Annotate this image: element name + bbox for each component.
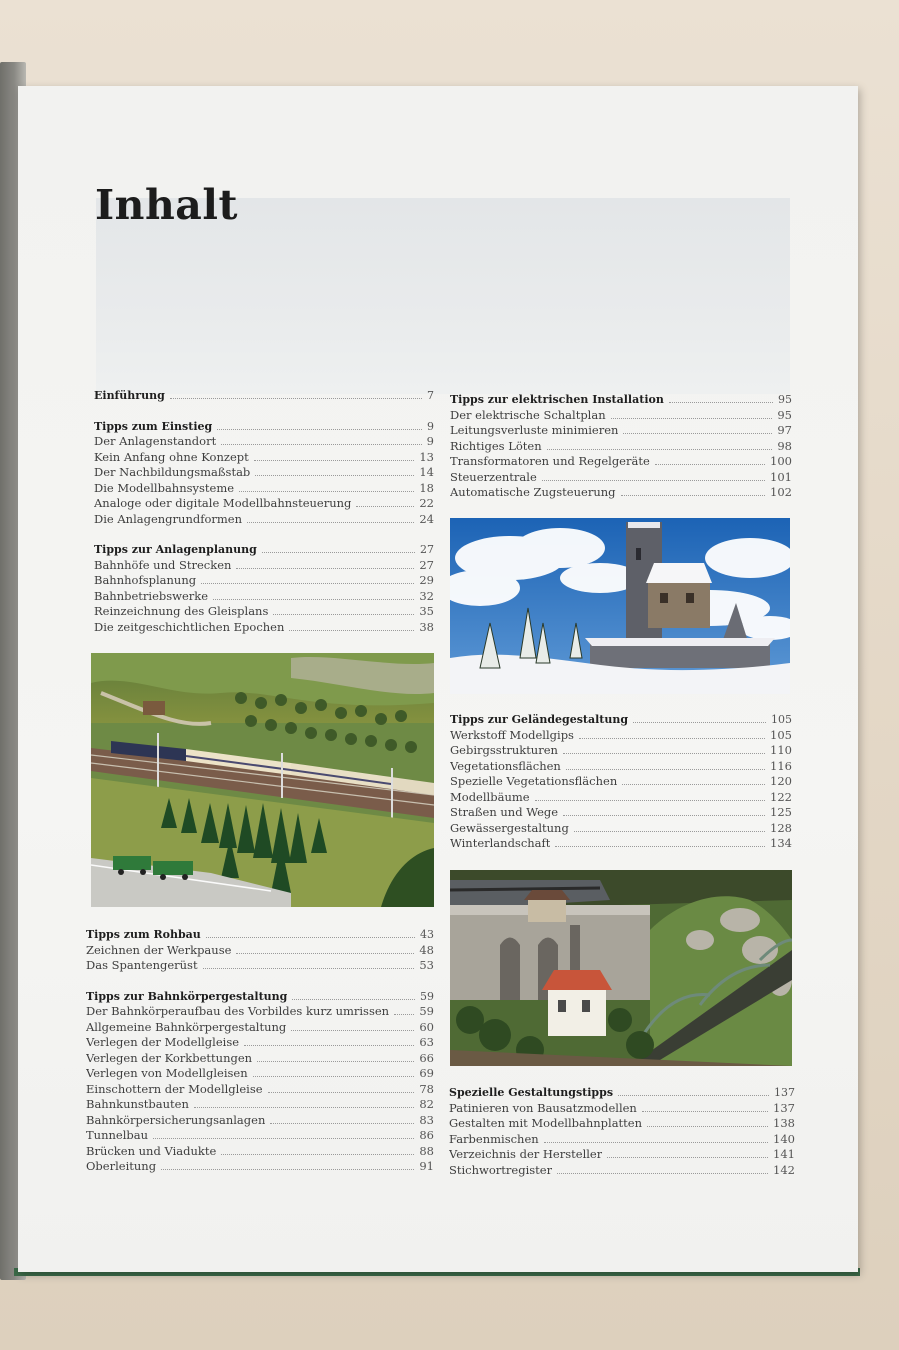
toc-leader-dots — [236, 558, 414, 569]
toc-entry — [94, 620, 434, 636]
toc-entry — [86, 1051, 434, 1067]
toc-entry — [450, 423, 792, 439]
toc-entry-label: Gebirgsstrukturen — [450, 743, 558, 757]
toc-entry-label: Steuerzentrale — [450, 469, 537, 484]
toc-entry-label: Einschottern der Modellgleise — [86, 1081, 263, 1096]
toc-page-number: 82 — [419, 1097, 434, 1111]
toc-page-number: 35 — [419, 604, 434, 618]
toc-leader-dots — [153, 1128, 414, 1139]
toc-entry-label: Verlegen der Korkbettungen — [86, 1050, 253, 1065]
toc-entry — [94, 496, 434, 512]
toc-section-title: Spezielle Gestaltungstipps — [449, 1086, 614, 1099]
toc-entry — [94, 604, 434, 620]
toc-entry-label: Bahnkunstbauten — [86, 1097, 189, 1111]
toc-page-number: 69 — [419, 1066, 434, 1080]
toc-entry — [450, 821, 792, 837]
toc-page-number: 22 — [419, 496, 434, 510]
toc-leader-dots — [618, 1085, 769, 1096]
toc-entry — [94, 589, 434, 605]
toc-entry — [450, 408, 792, 424]
toc-entry-label: Der Bahnkörperaufbau des Vorbildes kurz umrissen — [86, 1004, 390, 1018]
toc-page-number: 128 — [770, 820, 792, 835]
toc-page-number: 24 — [419, 511, 434, 526]
toc-page-number: 125 — [770, 805, 792, 819]
toc-leader-dots — [563, 743, 765, 754]
toc-leader-dots — [611, 408, 773, 419]
toc-entry — [449, 1132, 795, 1148]
toc-entry-label: Bahnkörpersicherungsanlagen — [86, 1112, 266, 1127]
toc-entry-label: Brücken und Viadukte — [86, 1143, 217, 1158]
toc-page-number: 7 — [427, 389, 434, 402]
toc-leader-dots — [607, 1147, 768, 1158]
toc-entry-label: Oberleitung — [86, 1159, 157, 1173]
toc-leader-dots — [161, 1159, 414, 1170]
toc-entry — [450, 774, 792, 790]
toc-entry-label: Werkstoff Modellgips — [450, 727, 574, 742]
toc-page-number: 27 — [419, 557, 434, 572]
toc-leader-dots — [557, 1163, 768, 1174]
toc-leader-dots — [221, 434, 421, 445]
toc-leader-dots — [544, 1132, 768, 1143]
toc-entry-label: Transformatoren und Regelgeräte — [450, 454, 650, 468]
toc-entry — [86, 1097, 434, 1113]
toc-entry — [86, 1082, 434, 1098]
toc-leader-dots — [206, 927, 415, 938]
toc-entry-label: Vegetationsflächen — [450, 758, 561, 773]
toc-entry-label: Verzeichnis der Hersteller — [449, 1147, 603, 1161]
toc-entry-label: Die Anlagengrundformen — [94, 511, 243, 526]
toc-entry-label: Zeichnen der Werkpause — [86, 942, 232, 957]
toc-leader-dots — [289, 620, 414, 631]
toc-entry — [86, 1020, 434, 1036]
toc-entry-label: Stichwortregister — [449, 1162, 553, 1177]
toc-entry — [450, 759, 792, 775]
toc-leader-dots — [270, 1113, 414, 1124]
toc-section — [94, 388, 434, 404]
toc-leader-dots — [273, 604, 414, 615]
toc-page-number: 120 — [770, 774, 792, 788]
toc-entry-label: Patinieren von Bausatzmodellen — [449, 1100, 637, 1115]
toc-left-top — [94, 388, 434, 650]
toc-page-number: 27 — [420, 543, 434, 556]
toc-page-number: 91 — [419, 1159, 434, 1173]
toc-leader-dots — [633, 712, 766, 723]
toc-section-title: Tipps zur Geländegestaltung — [450, 713, 629, 726]
toc-entry-label: Spezielle Vegetationsflächen — [450, 774, 618, 788]
toc-leader-dots — [291, 1020, 414, 1031]
toc-entry-label: Verlegen von Modellgleisen — [86, 1066, 248, 1080]
toc-section-heading — [86, 927, 434, 943]
toc-leader-dots — [194, 1097, 414, 1108]
toc-leader-dots — [253, 1066, 415, 1077]
toc-entry-label: Der elektrische Schaltplan — [450, 407, 606, 422]
toc-entry-label: Analoge oder digitale Modellbahnsteuerung — [94, 496, 352, 510]
toc-entry-label: Bahnbetriebswerke — [94, 588, 209, 603]
toc-page-number: 18 — [419, 480, 434, 495]
toc-section — [94, 419, 434, 528]
toc-page-number: 83 — [419, 1112, 434, 1127]
toc-leader-dots — [292, 989, 415, 1000]
toc-leader-dots — [239, 481, 414, 492]
toc-entry-label: Reinzeichnung des Gleisplans — [94, 604, 269, 618]
toc-leader-dots — [669, 392, 773, 403]
toc-page-number: 97 — [777, 423, 792, 437]
toc-page-number: 110 — [770, 743, 792, 757]
toc-leader-dots — [621, 485, 766, 496]
toc-section-heading — [449, 1085, 795, 1101]
toc-leader-dots — [394, 1004, 414, 1015]
photo-winter-castle — [450, 518, 790, 694]
toc-entry-label: Gestalten mit Modellbahnplatten — [449, 1116, 643, 1130]
toc-section-title: Tipps zur elektrischen Installation — [450, 393, 664, 406]
toc-entry-label: Winterlandschaft — [450, 836, 551, 850]
toc-page-number: 9 — [427, 419, 434, 433]
toc-entry-label: Richtiges Löten — [450, 438, 542, 453]
toc-section-heading — [450, 392, 792, 408]
toc-section — [450, 712, 792, 852]
toc-page-number: 59 — [420, 989, 434, 1003]
toc-section-heading — [94, 419, 434, 435]
toc-leader-dots — [244, 1035, 414, 1046]
toc-entry-label: Modellbäume — [450, 789, 530, 804]
toc-page-number: 86 — [419, 1128, 434, 1142]
toc-page-number: 105 — [770, 727, 792, 742]
toc-section — [450, 392, 792, 501]
toc-entry — [450, 836, 792, 852]
toc-section-title: Tipps zum Rohbau — [86, 928, 201, 941]
toc-entry — [86, 958, 434, 974]
toc-section-heading — [450, 712, 792, 728]
toc-page-number: 105 — [771, 713, 792, 726]
toc-leader-dots — [262, 542, 415, 553]
toc-leader-dots — [563, 805, 765, 816]
toc-section-title: Tipps zur Bahnkörpergestaltung — [86, 989, 288, 1003]
toc-entry — [449, 1101, 795, 1117]
book-page — [18, 86, 858, 1272]
toc-entry-label: Verlegen der Modellgleise — [86, 1035, 240, 1049]
toc-leader-dots — [642, 1101, 768, 1112]
toc-entry-label: Bahnhofsplanung — [94, 573, 197, 587]
toc-entry-label: Die Modellbahnsysteme — [94, 480, 235, 495]
toc-leader-dots — [542, 470, 765, 481]
toc-entry-label: Automatische Zugsteuerung — [450, 485, 616, 499]
toc-page-number: 29 — [419, 573, 434, 587]
toc-entry-label: Straßen und Wege — [450, 805, 559, 819]
toc-entry-label: Das Spantengerüst — [86, 958, 198, 972]
page-title: Inhalt — [95, 181, 238, 229]
toc-leader-dots — [213, 589, 414, 600]
toc-page-number: 95 — [778, 393, 792, 406]
toc-entry-label: Farbenmischen — [449, 1131, 539, 1146]
toc-entry-label: Leitungsverluste minimieren — [450, 423, 619, 437]
toc-leader-dots — [257, 1051, 414, 1062]
toc-entry — [86, 1066, 434, 1082]
toc-entry — [86, 1128, 434, 1144]
toc-page-number: 53 — [419, 958, 434, 972]
toc-page-number: 14 — [419, 465, 434, 479]
toc-entry — [86, 1035, 434, 1051]
toc-entry — [94, 512, 434, 528]
toc-left-bottom — [86, 927, 434, 1190]
toc-page-number: 140 — [773, 1131, 795, 1146]
toc-leader-dots — [566, 759, 765, 770]
toc-page-number: 60 — [419, 1019, 434, 1034]
toc-section-title: Tipps zur Anlagenplanung — [94, 543, 257, 556]
toc-section — [86, 989, 434, 1175]
toc-entry — [450, 485, 792, 501]
toc-page-number: 138 — [773, 1116, 795, 1130]
toc-entry — [450, 743, 792, 759]
toc-leader-dots — [254, 450, 415, 461]
toc-page-number: 137 — [773, 1100, 795, 1115]
toc-entry — [450, 790, 792, 806]
toc-entry — [449, 1147, 795, 1163]
toc-leader-dots — [647, 1116, 768, 1127]
toc-entry — [94, 481, 434, 497]
toc-entry — [450, 728, 792, 744]
toc-leader-dots — [217, 419, 422, 430]
toc-page-number: 116 — [770, 758, 792, 773]
toc-page-number: 101 — [770, 469, 792, 484]
toc-leader-dots — [535, 790, 765, 801]
toc-right-bottom — [449, 1085, 795, 1193]
toc-leader-dots — [201, 573, 414, 584]
toc-page-number: 59 — [419, 1004, 434, 1018]
photo-viaduct-scene — [450, 870, 792, 1066]
toc-entry — [449, 1116, 795, 1132]
toc-leader-dots — [622, 774, 765, 785]
toc-leader-dots — [247, 512, 414, 523]
toc-page-number: 78 — [419, 1081, 434, 1096]
toc-page-number: 38 — [419, 619, 434, 634]
toc-page-number: 66 — [419, 1050, 434, 1065]
toc-page-number: 102 — [770, 485, 792, 499]
toc-entry — [94, 558, 434, 574]
photo-train-landscape — [91, 653, 434, 907]
toc-section-heading — [86, 989, 434, 1005]
toc-page-number: 63 — [419, 1035, 434, 1049]
toc-leader-dots — [170, 388, 422, 399]
toc-page-number: 100 — [770, 454, 792, 468]
toc-entry — [94, 465, 434, 481]
toc-leader-dots — [236, 943, 414, 954]
toc-page-number: 88 — [419, 1143, 434, 1158]
toc-leader-dots — [555, 836, 765, 847]
toc-entry — [450, 439, 792, 455]
toc-entry — [449, 1163, 795, 1179]
toc-entry — [94, 450, 434, 466]
toc-section — [86, 927, 434, 974]
toc-page-number: 48 — [419, 942, 434, 957]
toc-entry — [86, 1159, 434, 1175]
toc-section-title: Tipps zum Einstieg — [94, 419, 213, 433]
toc-entry-label: Gewässergestaltung — [450, 820, 569, 835]
toc-page-number: 13 — [419, 449, 434, 464]
toc-entry — [86, 1144, 434, 1160]
toc-page-number: 98 — [777, 438, 792, 453]
toc-page-number: 43 — [420, 928, 434, 941]
toc-leader-dots — [623, 423, 772, 434]
toc-entry-label: Der Anlagenstandort — [94, 434, 217, 448]
toc-entry — [94, 434, 434, 450]
toc-section-heading — [94, 388, 434, 404]
toc-section-heading — [94, 542, 434, 558]
toc-entry — [94, 573, 434, 589]
toc-page-number: 122 — [770, 789, 792, 804]
toc-page-number: 137 — [774, 1086, 795, 1099]
toc-right-top — [450, 392, 792, 516]
toc-page-number: 142 — [773, 1162, 795, 1177]
toc-section-title: Einführung — [94, 389, 165, 402]
toc-entry-label: Tunnelbau — [86, 1128, 148, 1142]
toc-entry-label: Der Nachbildungsmaßstab — [94, 465, 251, 479]
toc-leader-dots — [221, 1144, 414, 1155]
toc-section — [94, 542, 434, 635]
toc-leader-dots — [203, 958, 415, 969]
toc-entry-label: Allgemeine Bahnkörpergestaltung — [86, 1019, 287, 1034]
toc-right-mid — [450, 712, 792, 867]
toc-leader-dots — [655, 454, 765, 465]
toc-entry — [86, 1004, 434, 1020]
toc-page-number: 9 — [426, 434, 434, 448]
toc-leader-dots — [356, 496, 414, 507]
toc-entry — [450, 454, 792, 470]
toc-leader-dots — [255, 465, 414, 476]
toc-leader-dots — [547, 439, 773, 450]
toc-page-number: 95 — [777, 407, 792, 422]
toc-leader-dots — [579, 728, 765, 739]
toc-page-number: 134 — [770, 836, 792, 850]
toc-entry — [450, 470, 792, 486]
toc-section — [449, 1085, 795, 1178]
toc-leader-dots — [268, 1082, 415, 1093]
toc-page-number: 141 — [773, 1147, 795, 1161]
toc-entry — [86, 1113, 434, 1129]
toc-entry — [450, 805, 792, 821]
toc-leader-dots — [574, 821, 765, 832]
toc-entry-label: Kein Anfang ohne Konzept — [94, 449, 249, 464]
toc-entry-label: Bahnhöfe und Strecken — [94, 557, 232, 572]
toc-entry-label: Die zeitgeschichtlichen Epochen — [94, 619, 285, 634]
toc-page-number: 32 — [419, 588, 434, 603]
toc-entry — [86, 943, 434, 959]
